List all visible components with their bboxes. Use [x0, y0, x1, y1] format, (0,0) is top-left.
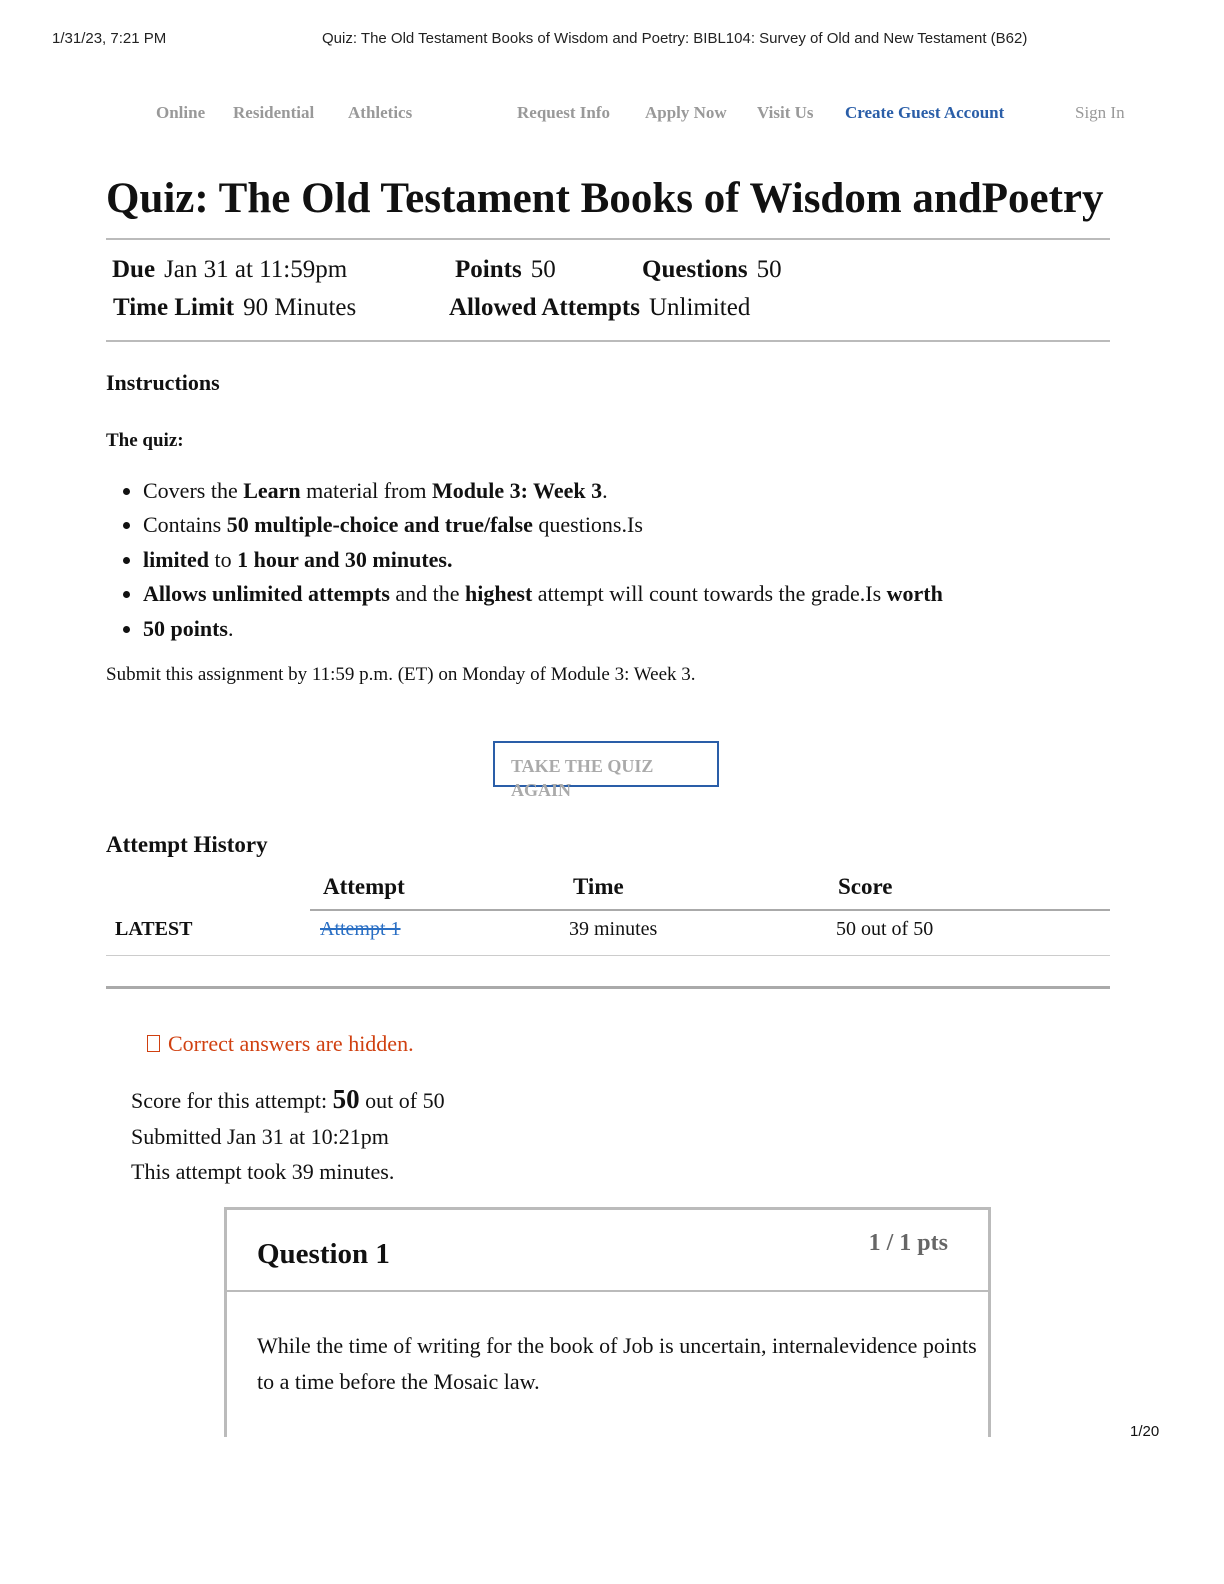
table-header-divider: [310, 909, 1110, 911]
warning-icon: [147, 1035, 160, 1052]
text-bold: 1 hour and 30 minutes.: [237, 546, 453, 572]
list-item: [143, 474, 943, 508]
points-label: Points: [455, 256, 522, 283]
print-datetime: 1/31/23, 7:21 PM: [52, 30, 167, 47]
due-value: Jan 31 at 11:59pm: [164, 256, 348, 283]
time-limit-value: 90 Minutes: [243, 294, 357, 321]
question-text: While the time of writing for the book of Job is uncertain, internalevidence points to a time before the Mosaic law.: [257, 1333, 977, 1394]
take-quiz-again-label: TAKE THE QUIZ AGAIN: [511, 756, 654, 800]
text: and the: [389, 581, 466, 607]
instructions-list: [106, 474, 943, 646]
score-line: [131, 1084, 445, 1115]
time-limit-label: Time Limit: [113, 294, 235, 321]
row-score: 50 out of 50: [836, 918, 934, 940]
text-bold: Learn: [243, 478, 301, 503]
submit-note: Submit this assignment by 11:59 p.m. (ET) on Monday of Module 3: Week 3.: [106, 664, 696, 685]
text: .: [602, 478, 608, 503]
attempt-1-link[interactable]: Attempt 1: [320, 918, 401, 940]
text-bold: 50 multiple-choice and true/false: [226, 512, 533, 538]
nav-visit-us-link[interactable]: Visit Us: [757, 103, 814, 122]
page-title: Quiz: The Old Testament Books of Wisdom andPoetry: [106, 175, 1104, 222]
nav-online-link[interactable]: Online: [156, 103, 206, 122]
col-header-score: Score: [838, 874, 893, 899]
list-item: [143, 508, 943, 542]
text-bold: limited: [143, 546, 209, 572]
row-time: 39 minutes: [569, 918, 658, 940]
nav-residential-link[interactable]: Residential: [233, 103, 315, 122]
section-divider: [106, 986, 1110, 989]
text: material from: [300, 478, 432, 503]
take-quiz-again-button[interactable]: [493, 741, 719, 800]
nav-athletics-link[interactable]: Athletics: [348, 103, 413, 122]
score-prefix: Score for this attempt:: [131, 1088, 333, 1113]
col-header-attempt: Attempt: [323, 874, 405, 899]
list-item: [143, 577, 943, 611]
quiz-due: [112, 256, 347, 284]
text: attempt will count towards the grade.Is: [532, 581, 887, 607]
points-value: 50: [530, 256, 556, 283]
instructions-subheading: The quiz:: [106, 430, 184, 451]
duration-line: This attempt took 39 minutes.: [131, 1159, 395, 1184]
text-bold: highest: [465, 581, 533, 607]
score-suffix: out of 50: [359, 1088, 445, 1113]
submitted-line: Submitted Jan 31 at 10:21pm: [131, 1124, 389, 1149]
meta-divider: [106, 340, 1110, 342]
due-label: Due: [112, 256, 156, 283]
title-divider: [106, 238, 1110, 240]
quiz-time-limit: [113, 294, 356, 322]
instructions-heading: Instructions: [106, 370, 220, 395]
page-number: 1/20: [1130, 1423, 1160, 1440]
answers-hidden-notice: [147, 1031, 414, 1057]
nav-apply-now-link[interactable]: Apply Now: [645, 103, 727, 122]
text-bold: Module 3: Week 3: [432, 478, 603, 503]
question-header: [227, 1210, 988, 1292]
answers-hidden-text: Correct answers are hidden.: [168, 1031, 414, 1056]
text: Covers the: [143, 478, 244, 503]
quiz-allowed-attempts: [449, 294, 750, 322]
quiz-points: [455, 256, 556, 284]
nav-create-guest-account-link[interactable]: Create Guest Account: [845, 103, 1005, 122]
attempts-value: Unlimited: [648, 294, 751, 321]
question-card: [224, 1207, 991, 1437]
score-value: 50: [332, 1084, 360, 1114]
text-bold: 50 points: [143, 615, 228, 641]
text-bold: worth: [886, 581, 943, 607]
nav-sign-in-link[interactable]: Sign In: [1075, 103, 1125, 122]
nav-request-info-link[interactable]: Request Info: [517, 103, 611, 122]
row-status: LATEST: [115, 918, 193, 940]
attempts-label: Allowed Attempts: [449, 294, 640, 321]
question-title: Question 1: [257, 1238, 390, 1270]
questions-label: Questions: [642, 256, 748, 283]
text: .: [227, 615, 234, 641]
table-row-divider: [106, 955, 1110, 956]
col-header-time: Time: [573, 874, 624, 899]
questions-value: 50: [756, 256, 782, 283]
quiz-questions: [642, 256, 782, 284]
list-item: [143, 543, 943, 577]
list-item: [143, 612, 943, 646]
text: questions.Is: [532, 512, 643, 538]
text: to: [209, 546, 238, 572]
print-doc-title: Quiz: The Old Testament Books of Wisdom and Poetry: BIBL104: Survey of Old and New Testament (B62): [322, 30, 1028, 47]
question-points: 1 / 1 pts: [868, 1230, 948, 1256]
text: Contains: [143, 512, 227, 538]
attempt-history-heading: Attempt History: [106, 832, 268, 857]
text-bold: Allows unlimited attempts: [143, 581, 390, 607]
